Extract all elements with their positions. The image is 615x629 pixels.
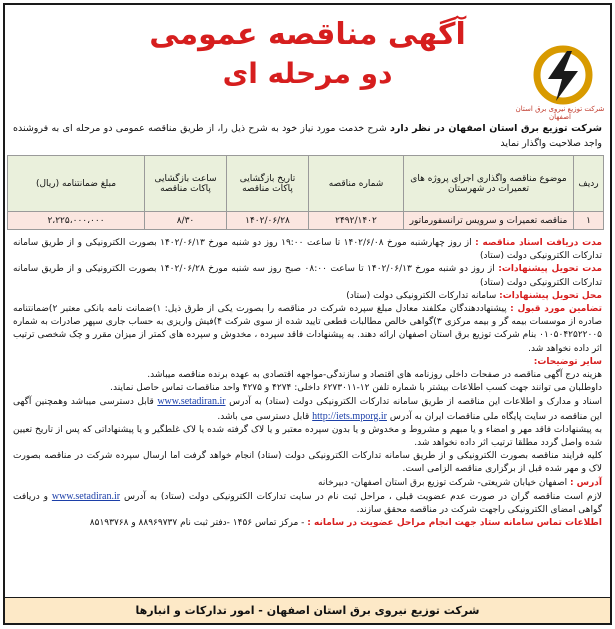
iets-link[interactable]: http://iets.mporg.ir bbox=[312, 410, 387, 422]
contact-paragraph bbox=[13, 517, 602, 530]
table-header-row bbox=[8, 156, 604, 212]
other-line-5: کلیه فرایند مناقصه بصورت الکترونیکی و از طریق سامانه تدارکات الکترونیکی دولت (ستاد) انجام خواهد گرفت اما ارسال سپرده شرکت در مناقصه بصورت لاک و مهر شده قبل از برگزاری مناقصه الزامی است. bbox=[13, 451, 602, 475]
other-3c: قابل دسترسی می باشد. bbox=[217, 411, 310, 422]
cell-tender-number: ۲۴۹۲/۱۴۰۲ bbox=[309, 212, 404, 230]
guarantee-label: تضامین مورد قبول : bbox=[510, 304, 603, 315]
receipt-text: از روز چهارشنبه مورخ ۱۴۰۲/۶/۰۸ تا ساعت ۱۹:۰۰ روز دو شنبه مورخ ۱۴۰۲/۰۶/۱۳ بصورت الکترونیکی و از طریق سامانه تدارکات الکترونیکی دولت (ستاد) bbox=[13, 238, 602, 262]
address-paragraph bbox=[13, 477, 602, 490]
table-row bbox=[8, 212, 604, 230]
guarantee-paragraph bbox=[13, 303, 602, 356]
header-guarantee-amount: مبلغ ضمانتنامه (ریال) bbox=[8, 156, 145, 212]
other-line-2: داوطلبان می توانند جهت کسب اطلاعات بیشتر با شماره تلفن ۱۲-۶۲۷۳۰۱۱ داخلی: ۴۲۷۴ و ۴۲۷۵ واحد مناقصات تماس حاصل نمایند. bbox=[110, 383, 602, 394]
other-label: سایر توضیحات: bbox=[533, 356, 602, 367]
setadiran-link[interactable]: www.setadiran.ir bbox=[157, 396, 226, 408]
delivery-label: مدت تحویل پیشنهادات: bbox=[498, 264, 603, 275]
logo-caption: شرکت توزیع نیروی برق استان اصفهان bbox=[515, 105, 605, 121]
address-text: اصفهان خیابان شریعتی- شرکت توزیع برق استان اصفهان- دبیرخانه bbox=[318, 477, 570, 488]
delivery-paragraph bbox=[13, 263, 602, 289]
other-line-4: به پیشنهادات فاقد مهر و امضاء و یا مبهم و مشروط و مخدوش و یا بدون سپرده معتبر و یا لاک گرفته شده یا لاک غلطگیر و یا پیشنهاداتی که پس از تاریخ تعیین شده واصل گردد مطلقا ترتیب اثر داده نخواهد شد. bbox=[13, 424, 602, 449]
registration-paragraph bbox=[13, 490, 602, 517]
place-text: سامانه تدارکات الکترونیکی دولت (ستاد) bbox=[346, 290, 500, 301]
place-label: محل تحویل پیشنهادات: bbox=[499, 290, 602, 301]
ad-header bbox=[5, 5, 610, 123]
header-open-time: ساعت بازگشایی پاکات مناقصه bbox=[145, 156, 227, 212]
cell-row-number: ۱ bbox=[574, 212, 604, 230]
other-3a: اسناد و مدارک و اطلاعات این مناقصه از طریق سامانه تدارکات الکترونیکی دولت (ستاد) به آدرس bbox=[229, 397, 602, 408]
req-a: لازم است مناقصه گران در صورت عدم عضویت قبلی ، مراحل ثبت نام در سایت تدارکات الکترونیکی دولت (ستاد) به آدرس bbox=[123, 491, 602, 502]
cell-subject: مناقصه تعمیرات و سرویس ترانسفورماتور bbox=[404, 212, 574, 230]
intro-text: شرح خدمت مورد نیاز خود به شرح ذیل را، از طریق مناقصه عمومی دو مرحله ای به فروشنده واجد صلاحیت واگذار نماید bbox=[13, 123, 602, 149]
setadiran-link-2[interactable]: www.setadiran.ir bbox=[51, 490, 121, 502]
intro-company: شرکت توزیع برق استان اصفهان در نظر دارد bbox=[390, 123, 602, 134]
ad-subtitle: دو مرحله ای bbox=[222, 57, 393, 90]
header-tender-number: شماره مناقصه bbox=[309, 156, 404, 212]
other-3b: قابل دسترسی میباشد وهمچنین آگهی این مناقصه در سایت پایگاه ملی مناقصات ایران به آدرس bbox=[13, 397, 602, 422]
other-line-3 bbox=[13, 395, 602, 423]
place-paragraph bbox=[13, 290, 602, 303]
receipt-label: مدت دریافت اسناد مناقصه : bbox=[475, 238, 602, 248]
tender-advertisement bbox=[3, 3, 612, 625]
cell-guarantee-amount: ۲،۲۲۵،۰۰۰،۰۰۰ bbox=[8, 212, 145, 230]
contact-text: - مرکز تماس ۱۴۵۶ -دفتر ثبت نام ۸۸۹۶۹۷۳۷ و ۸۵۱۹۳۷۶۸ bbox=[89, 518, 308, 529]
cell-open-time: ۸/۳۰ bbox=[145, 212, 227, 230]
other-paragraph bbox=[13, 356, 602, 369]
header-open-date: تاریخ بازگشایی پاکات مناقصه bbox=[227, 156, 309, 212]
ad-body bbox=[13, 237, 602, 530]
header-row-number: ردیف bbox=[574, 156, 604, 212]
cell-open-date: ۱۴۰۲/۰۶/۲۸ bbox=[227, 212, 309, 230]
intro-paragraph bbox=[13, 121, 602, 151]
address-label: آدرس : bbox=[569, 477, 602, 488]
other-line-1: هزینه درج آگهی مناقصه در صفحات داخلی روزنامه های اقتصاد و سازندگی-مواجهه اقتصادی به عهده برنده مناقصه میباشد. bbox=[147, 370, 602, 381]
contact-label: اطلاعات تماس سامانه ستاد جهت انجام مراحل عضویت در سامانه : bbox=[307, 518, 602, 529]
tender-table bbox=[7, 155, 604, 230]
delivery-text: از روز دو شنبه مورخ ۱۴۰۲/۰۶/۱۳ تا ساعت ۰۸:۰۰ صبح روز سه شنبه مورخ ۱۴۰۲/۰۶/۲۸ بصورت الکترونیکی و از طریق سامانه تدارکات الکترونیکی دولت (ستاد) bbox=[13, 264, 602, 288]
receipt-paragraph bbox=[13, 237, 602, 263]
guarantee-text: پیشنهاددهندگان مکلفند معادل مبلغ سپرده شرکت در مناقصه را بصورت یکی از طرق ذیل: ۱)ضمانت نامه بانکی معتبر ۲)ضمانتنامه صادره از موسسات بیمه گر و بیمه مرکزی ۳)گواهی خالص مطالبات قطعی تایید شده از سوی شرکت ۴)فیش واریزی به حساب جاری سپهر صادرات به شماره ۰۱۰۵۰۴۲۵۲۲۰۰۵ بنام شرکت توزیع برق استان اصفهان ارائه دهند. به پیشنهادات فاقد سپرده ، مخدوش و سپرده های کمتر از میزان مقرر و چک شخصی ترتیب اثر داده نخواهد شد. bbox=[13, 304, 602, 354]
req-b: و دریافت گواهی امضای الکترونیکی راجهت شرکت در مناقصه محقق سازند. bbox=[13, 491, 602, 516]
ad-title: آگهی مناقصه عمومی bbox=[149, 17, 466, 52]
header-subject: موضوع مناقصه واگذاری اجرای پروژه های تعمیرات در شهرستان bbox=[404, 156, 574, 212]
footer-bar: شرکت توزیع نیروی برق استان اصفهان - امور تدارکات و انبارها bbox=[5, 597, 610, 623]
